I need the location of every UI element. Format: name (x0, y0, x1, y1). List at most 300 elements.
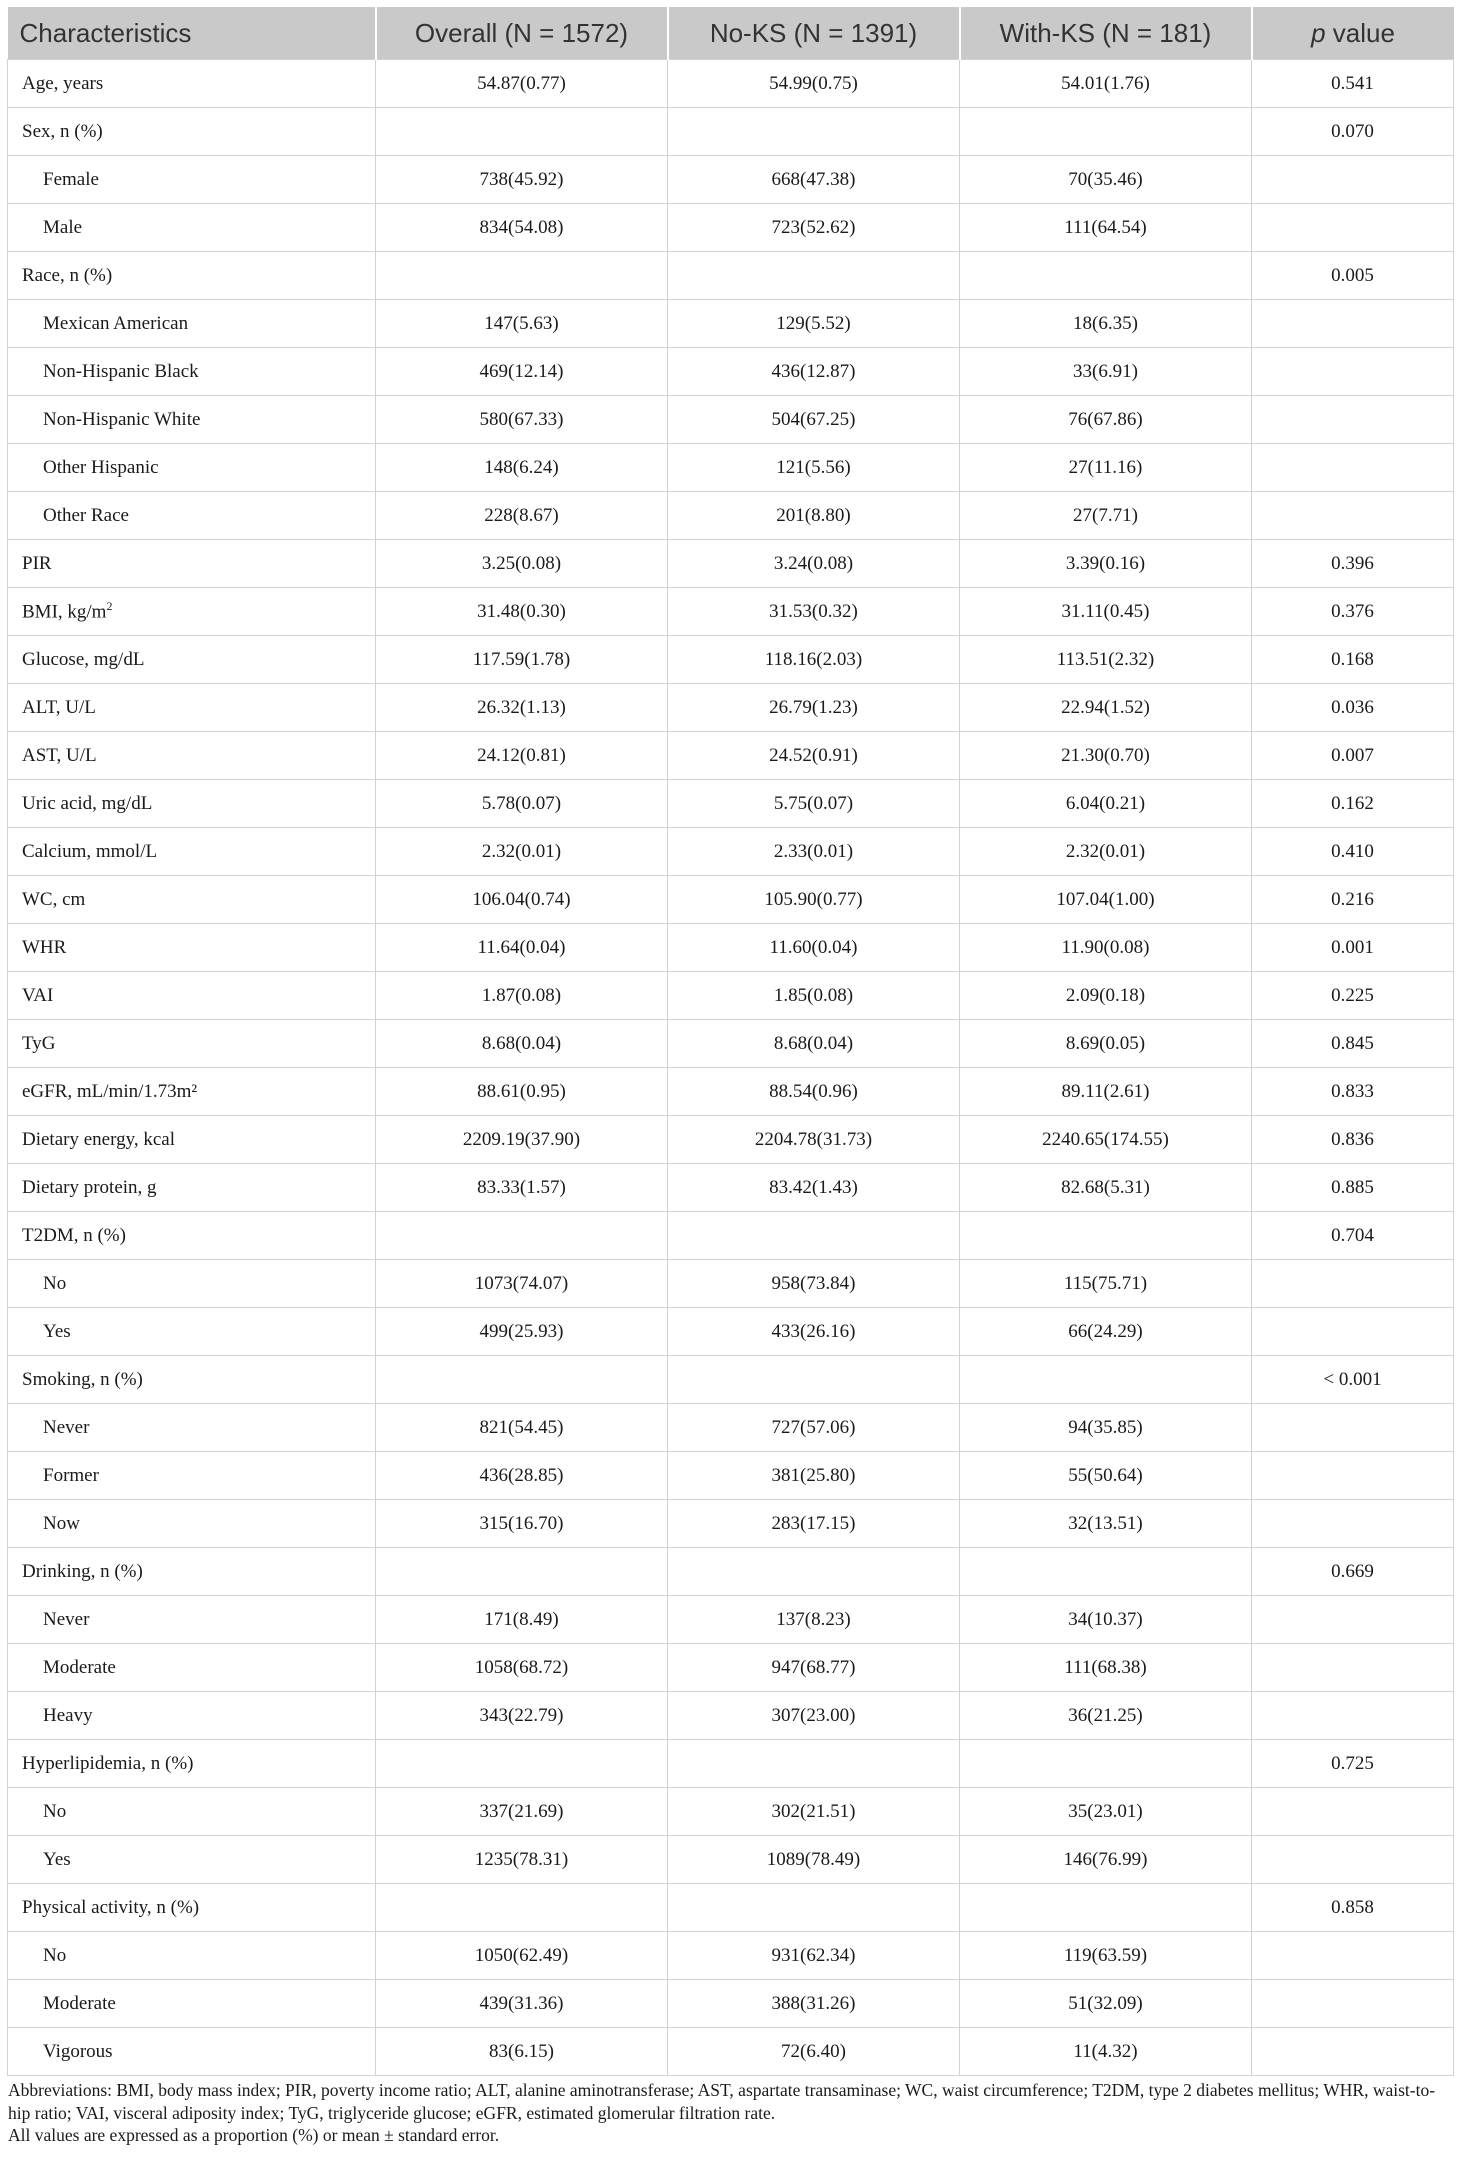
table-row (8, 780, 1454, 828)
table-row (8, 1212, 1454, 1260)
table-body (8, 60, 1454, 2076)
table-row (8, 1116, 1454, 1164)
overall-cell: 106.04(0.74) (376, 876, 668, 924)
row-label-cell (8, 1260, 376, 1308)
overall-cell (376, 108, 668, 156)
table-row (8, 1452, 1454, 1500)
table-row (8, 60, 1454, 108)
p-value-cell (1252, 1644, 1454, 1692)
with-ks-cell: 6.04(0.21) (960, 780, 1252, 828)
with-ks-cell: 35(23.01) (960, 1788, 1252, 1836)
row-label-cell (8, 1596, 376, 1644)
no-ks-cell: 1089(78.49) (668, 1836, 960, 1884)
row-label: Female (43, 168, 99, 190)
with-ks-cell: 8.69(0.05) (960, 1020, 1252, 1068)
header-p-letter: p (1311, 17, 1326, 48)
with-ks-cell: 111(64.54) (960, 204, 1252, 252)
p-value-cell (1252, 1788, 1454, 1836)
row-label-cell (8, 1692, 376, 1740)
with-ks-cell (960, 1212, 1252, 1260)
no-ks-cell: 504(67.25) (668, 396, 960, 444)
overall-cell (376, 1212, 668, 1260)
overall-cell: 834(54.08) (376, 204, 668, 252)
row-label: No (43, 1800, 67, 1822)
no-ks-cell: 8.68(0.04) (668, 1020, 960, 1068)
p-value-cell: 0.036 (1252, 684, 1454, 732)
overall-cell (376, 252, 668, 300)
p-value-cell (1252, 156, 1454, 204)
row-label: Uric acid, mg/dL (22, 792, 153, 814)
no-ks-cell: 118.16(2.03) (668, 636, 960, 684)
p-value-cell: 0.704 (1252, 1212, 1454, 1260)
with-ks-cell: 82.68(5.31) (960, 1164, 1252, 1212)
table-row (8, 1836, 1454, 1884)
with-ks-cell: 32(13.51) (960, 1500, 1252, 1548)
row-label-cell (8, 924, 376, 972)
row-label: T2DM, n (%) (22, 1224, 126, 1246)
with-ks-cell: 51(32.09) (960, 1980, 1252, 2028)
no-ks-cell: 137(8.23) (668, 1596, 960, 1644)
table-footnote (7, 2079, 1453, 2147)
baseline-characteristics-table (7, 7, 1454, 2076)
overall-cell: 580(67.33) (376, 396, 668, 444)
overall-cell: 8.68(0.04) (376, 1020, 668, 1068)
with-ks-cell: 31.11(0.45) (960, 588, 1252, 636)
row-label-cell (8, 1308, 376, 1356)
p-value-cell (1252, 444, 1454, 492)
no-ks-cell (668, 1212, 960, 1260)
with-ks-cell: 34(10.37) (960, 1596, 1252, 1644)
p-value-cell: 0.885 (1252, 1164, 1454, 1212)
p-value-cell (1252, 204, 1454, 252)
table-row (8, 1068, 1454, 1116)
table-row (8, 1932, 1454, 1980)
row-label: Non-Hispanic White (43, 408, 201, 430)
no-ks-cell: 88.54(0.96) (668, 1068, 960, 1116)
with-ks-cell: 115(75.71) (960, 1260, 1252, 1308)
table-row (8, 156, 1454, 204)
with-ks-cell (960, 1548, 1252, 1596)
p-value-cell (1252, 1980, 1454, 2028)
table-row (8, 1260, 1454, 1308)
table-row (8, 204, 1454, 252)
with-ks-cell: 22.94(1.52) (960, 684, 1252, 732)
row-label-cell (8, 732, 376, 780)
row-label: Yes (43, 1848, 71, 1870)
row-label: WHR (22, 936, 67, 958)
with-ks-cell: 94(35.85) (960, 1404, 1252, 1452)
no-ks-cell: 302(21.51) (668, 1788, 960, 1836)
row-label-cell (8, 252, 376, 300)
row-label-cell (8, 1404, 376, 1452)
no-ks-cell: 388(31.26) (668, 1980, 960, 2028)
row-label-cell (8, 876, 376, 924)
no-ks-cell: 931(62.34) (668, 1932, 960, 1980)
overall-cell: 117.59(1.78) (376, 636, 668, 684)
row-label-cell (8, 204, 376, 252)
no-ks-cell: 2.33(0.01) (668, 828, 960, 876)
with-ks-cell: 27(7.71) (960, 492, 1252, 540)
no-ks-cell: 3.24(0.08) (668, 540, 960, 588)
overall-cell: 3.25(0.08) (376, 540, 668, 588)
no-ks-cell (668, 1740, 960, 1788)
table-row (8, 540, 1454, 588)
p-value-cell (1252, 1692, 1454, 1740)
characteristics-table-container (7, 7, 1453, 2147)
header-with-ks: With-KS (N = 181) (960, 7, 1252, 60)
row-label: No (43, 1272, 67, 1294)
row-label: Vigorous (43, 2040, 113, 2062)
with-ks-cell: 119(63.59) (960, 1932, 1252, 1980)
row-label-cell (8, 1836, 376, 1884)
row-label: Moderate (43, 1656, 116, 1678)
overall-cell: 2.32(0.01) (376, 828, 668, 876)
overall-cell (376, 1884, 668, 1932)
header-characteristics: Characteristics (8, 7, 376, 60)
with-ks-cell (960, 252, 1252, 300)
with-ks-cell: 21.30(0.70) (960, 732, 1252, 780)
table-row (8, 876, 1454, 924)
row-label: Glucose, mg/dL (22, 648, 145, 670)
row-label-cell (8, 396, 376, 444)
no-ks-cell: 947(68.77) (668, 1644, 960, 1692)
with-ks-cell: 113.51(2.32) (960, 636, 1252, 684)
p-value-cell: 0.669 (1252, 1548, 1454, 1596)
overall-cell: 1.87(0.08) (376, 972, 668, 1020)
header-no-ks: No-KS (N = 1391) (668, 7, 960, 60)
with-ks-cell: 76(67.86) (960, 396, 1252, 444)
table-row (8, 300, 1454, 348)
row-label: Former (43, 1464, 99, 1486)
values-note: All values are expressed as a proportion (%) or mean ± standard error. (8, 2125, 500, 2145)
table-row (8, 1980, 1454, 2028)
table-row (8, 2028, 1454, 2076)
overall-cell: 337(21.69) (376, 1788, 668, 1836)
p-value-cell: 0.005 (1252, 252, 1454, 300)
row-label: Race, n (%) (22, 264, 113, 286)
no-ks-cell: 433(26.16) (668, 1308, 960, 1356)
row-label-cell (8, 1548, 376, 1596)
table-row (8, 1548, 1454, 1596)
header-p-suffix: value (1325, 17, 1395, 48)
table-row (8, 1500, 1454, 1548)
row-label-cell (8, 684, 376, 732)
overall-cell: 171(8.49) (376, 1596, 668, 1644)
row-label: Calcium, mmol/L (22, 840, 158, 862)
p-value-cell: 0.001 (1252, 924, 1454, 972)
overall-cell: 738(45.92) (376, 156, 668, 204)
row-label: VAI (22, 984, 54, 1006)
with-ks-cell: 2.09(0.18) (960, 972, 1252, 1020)
table-row (8, 684, 1454, 732)
p-value-cell: 0.396 (1252, 540, 1454, 588)
with-ks-cell: 2.32(0.01) (960, 828, 1252, 876)
overall-cell: 1073(74.07) (376, 1260, 668, 1308)
row-label-cell (8, 1980, 376, 2028)
row-label-cell (8, 1212, 376, 1260)
no-ks-cell: 24.52(0.91) (668, 732, 960, 780)
overall-cell: 469(12.14) (376, 348, 668, 396)
p-value-cell (1252, 1260, 1454, 1308)
row-label-cell (8, 1068, 376, 1116)
row-label-cell (8, 348, 376, 396)
table-row (8, 252, 1454, 300)
row-label: No (43, 1944, 67, 1966)
row-label: Smoking, n (%) (22, 1368, 143, 1390)
row-label: AST, U/L (22, 744, 97, 766)
p-value-cell (1252, 1596, 1454, 1644)
p-value-cell: 0.541 (1252, 60, 1454, 108)
p-value-cell: 0.410 (1252, 828, 1454, 876)
no-ks-cell: 31.53(0.32) (668, 588, 960, 636)
row-label-cell (8, 1884, 376, 1932)
no-ks-cell: 958(73.84) (668, 1260, 960, 1308)
overall-cell: 147(5.63) (376, 300, 668, 348)
row-label: Drinking, n (%) (22, 1560, 143, 1582)
row-label-cell (8, 2028, 376, 2076)
with-ks-cell: 11.90(0.08) (960, 924, 1252, 972)
overall-cell: 499(25.93) (376, 1308, 668, 1356)
overall-cell: 1235(78.31) (376, 1836, 668, 1884)
overall-cell: 148(6.24) (376, 444, 668, 492)
overall-cell: 439(31.36) (376, 1980, 668, 2028)
p-value-cell: 0.225 (1252, 972, 1454, 1020)
overall-cell (376, 1356, 668, 1404)
with-ks-cell: 36(21.25) (960, 1692, 1252, 1740)
row-label-cell (8, 1740, 376, 1788)
abbreviations-note: Abbreviations: BMI, body mass index; PIR, poverty income ratio; ALT, alanine aminotransferase; AST, aspartate transaminase; WC, waist circumference; T2DM, type 2 diabetes mellitus; WHR, waist-to-hip ratio; VAI, visceral adiposity index; TyG, triglyceride glucose; eGFR, estimated glomerular filtration rate. (8, 2080, 1436, 2123)
row-label: Never (43, 1416, 90, 1438)
p-value-cell: 0.168 (1252, 636, 1454, 684)
p-value-cell: 0.376 (1252, 588, 1454, 636)
overall-cell: 315(16.70) (376, 1500, 668, 1548)
no-ks-cell: 54.99(0.75) (668, 60, 960, 108)
table-row (8, 1596, 1454, 1644)
with-ks-cell (960, 108, 1252, 156)
table-row (8, 1788, 1454, 1836)
row-label: Physical activity, n (%) (22, 1896, 200, 1918)
with-ks-cell: 89.11(2.61) (960, 1068, 1252, 1116)
p-value-cell (1252, 1308, 1454, 1356)
no-ks-cell: 105.90(0.77) (668, 876, 960, 924)
row-label: eGFR, mL/min/1.73m² (22, 1080, 198, 1102)
with-ks-cell: 54.01(1.76) (960, 60, 1252, 108)
overall-cell: 436(28.85) (376, 1452, 668, 1500)
no-ks-cell: 723(52.62) (668, 204, 960, 252)
p-value-cell (1252, 300, 1454, 348)
overall-cell: 228(8.67) (376, 492, 668, 540)
table-row (8, 1308, 1454, 1356)
row-label-cell (8, 108, 376, 156)
table-row (8, 1644, 1454, 1692)
row-label: Mexican American (43, 312, 189, 334)
overall-cell: 11.64(0.04) (376, 924, 668, 972)
p-value-cell: 0.858 (1252, 1884, 1454, 1932)
p-value-cell: 0.162 (1252, 780, 1454, 828)
no-ks-cell: 727(57.06) (668, 1404, 960, 1452)
table-row (8, 828, 1454, 876)
overall-cell: 54.87(0.77) (376, 60, 668, 108)
p-value-cell (1252, 1404, 1454, 1452)
with-ks-cell: 3.39(0.16) (960, 540, 1252, 588)
row-label-cell (8, 444, 376, 492)
row-label-cell (8, 540, 376, 588)
p-value-cell (1252, 2028, 1454, 2076)
p-value-cell: 0.836 (1252, 1116, 1454, 1164)
table-row (8, 1404, 1454, 1452)
no-ks-cell: 1.85(0.08) (668, 972, 960, 1020)
overall-cell: 83(6.15) (376, 2028, 668, 2076)
p-value-cell: < 0.001 (1252, 1356, 1454, 1404)
no-ks-cell (668, 1548, 960, 1596)
with-ks-cell: 66(24.29) (960, 1308, 1252, 1356)
row-label-cell (8, 1644, 376, 1692)
with-ks-cell (960, 1740, 1252, 1788)
p-value-cell: 0.070 (1252, 108, 1454, 156)
no-ks-cell: 5.75(0.07) (668, 780, 960, 828)
row-label-cell (8, 828, 376, 876)
p-value-cell: 0.845 (1252, 1020, 1454, 1068)
row-label-cell (8, 300, 376, 348)
with-ks-cell: 27(11.16) (960, 444, 1252, 492)
overall-cell: 26.32(1.13) (376, 684, 668, 732)
table-row (8, 588, 1454, 636)
row-label-cell (8, 1164, 376, 1212)
no-ks-cell (668, 1356, 960, 1404)
row-label: Sex, n (%) (22, 120, 103, 142)
row-label: TyG (22, 1032, 56, 1054)
table-row (8, 636, 1454, 684)
overall-cell: 1058(68.72) (376, 1644, 668, 1692)
overall-cell: 5.78(0.07) (376, 780, 668, 828)
p-value-cell: 0.833 (1252, 1068, 1454, 1116)
p-value-cell (1252, 396, 1454, 444)
overall-cell (376, 1548, 668, 1596)
p-value-cell (1252, 1452, 1454, 1500)
row-label: Heavy (43, 1704, 93, 1726)
table-row (8, 732, 1454, 780)
row-label: PIR (22, 552, 52, 574)
p-value-cell (1252, 1836, 1454, 1884)
with-ks-cell (960, 1356, 1252, 1404)
overall-cell: 821(54.45) (376, 1404, 668, 1452)
row-label: ALT, U/L (22, 696, 96, 718)
table-row (8, 1164, 1454, 1212)
table-row (8, 396, 1454, 444)
no-ks-cell (668, 108, 960, 156)
row-label: Never (43, 1608, 90, 1630)
row-label: WC, cm (22, 888, 86, 910)
row-label-cell (8, 1788, 376, 1836)
with-ks-cell: 33(6.91) (960, 348, 1252, 396)
row-label-cell (8, 1500, 376, 1548)
p-value-cell (1252, 492, 1454, 540)
with-ks-cell: 55(50.64) (960, 1452, 1252, 1500)
table-row (8, 348, 1454, 396)
row-label: Moderate (43, 1992, 116, 2014)
no-ks-cell: 381(25.80) (668, 1452, 960, 1500)
row-label: Age, years (22, 72, 104, 94)
with-ks-cell: 107.04(1.00) (960, 876, 1252, 924)
row-label: Other Hispanic (43, 456, 159, 478)
no-ks-cell: 307(23.00) (668, 1692, 960, 1740)
table-row (8, 108, 1454, 156)
row-label-cell (8, 156, 376, 204)
overall-cell: 343(22.79) (376, 1692, 668, 1740)
p-value-cell: 0.725 (1252, 1740, 1454, 1788)
overall-cell: 2209.19(37.90) (376, 1116, 668, 1164)
overall-cell: 24.12(0.81) (376, 732, 668, 780)
row-label-cell (8, 1116, 376, 1164)
row-label: Hyperlipidemia, n (%) (22, 1752, 194, 1774)
p-value-cell (1252, 1500, 1454, 1548)
row-label-cell (8, 492, 376, 540)
table-row (8, 1020, 1454, 1068)
table-row (8, 1692, 1454, 1740)
row-label: Now (43, 1512, 80, 1534)
with-ks-cell: 2240.65(174.55) (960, 1116, 1252, 1164)
row-label-cell (8, 60, 376, 108)
row-label-superscript: 2 (106, 599, 113, 614)
overall-cell: 83.33(1.57) (376, 1164, 668, 1212)
overall-cell: 31.48(0.30) (376, 588, 668, 636)
with-ks-cell: 146(76.99) (960, 1836, 1252, 1884)
table-row (8, 492, 1454, 540)
table-row (8, 1356, 1454, 1404)
table-row (8, 1884, 1454, 1932)
row-label: Dietary energy, kcal (22, 1128, 175, 1150)
p-value-cell: 0.216 (1252, 876, 1454, 924)
overall-cell: 88.61(0.95) (376, 1068, 668, 1116)
no-ks-cell: 668(47.38) (668, 156, 960, 204)
row-label: Dietary protein, g (22, 1176, 157, 1198)
row-label-cell (8, 636, 376, 684)
table-row (8, 924, 1454, 972)
no-ks-cell: 201(8.80) (668, 492, 960, 540)
no-ks-cell: 129(5.52) (668, 300, 960, 348)
no-ks-cell: 26.79(1.23) (668, 684, 960, 732)
no-ks-cell: 83.42(1.43) (668, 1164, 960, 1212)
row-label: Non-Hispanic Black (43, 360, 199, 382)
overall-cell (376, 1740, 668, 1788)
row-label-cell (8, 1932, 376, 1980)
row-label-cell (8, 1020, 376, 1068)
table-row (8, 444, 1454, 492)
row-label-cell (8, 1452, 376, 1500)
table-row (8, 972, 1454, 1020)
row-label-cell (8, 588, 376, 636)
row-label: BMI, kg/m (22, 601, 107, 623)
with-ks-cell: 18(6.35) (960, 300, 1252, 348)
row-label-cell (8, 972, 376, 1020)
p-value-cell: 0.007 (1252, 732, 1454, 780)
with-ks-cell: 11(4.32) (960, 2028, 1252, 2076)
header-overall: Overall (N = 1572) (376, 7, 668, 60)
row-label: Male (43, 216, 83, 238)
with-ks-cell: 70(35.46) (960, 156, 1252, 204)
table-row (8, 1740, 1454, 1788)
no-ks-cell: 11.60(0.04) (668, 924, 960, 972)
no-ks-cell: 436(12.87) (668, 348, 960, 396)
row-label-cell (8, 1356, 376, 1404)
no-ks-cell (668, 1884, 960, 1932)
no-ks-cell: 121(5.56) (668, 444, 960, 492)
no-ks-cell (668, 252, 960, 300)
no-ks-cell: 2204.78(31.73) (668, 1116, 960, 1164)
with-ks-cell (960, 1884, 1252, 1932)
row-label: Other Race (43, 504, 129, 526)
table-header-row (8, 7, 1454, 60)
